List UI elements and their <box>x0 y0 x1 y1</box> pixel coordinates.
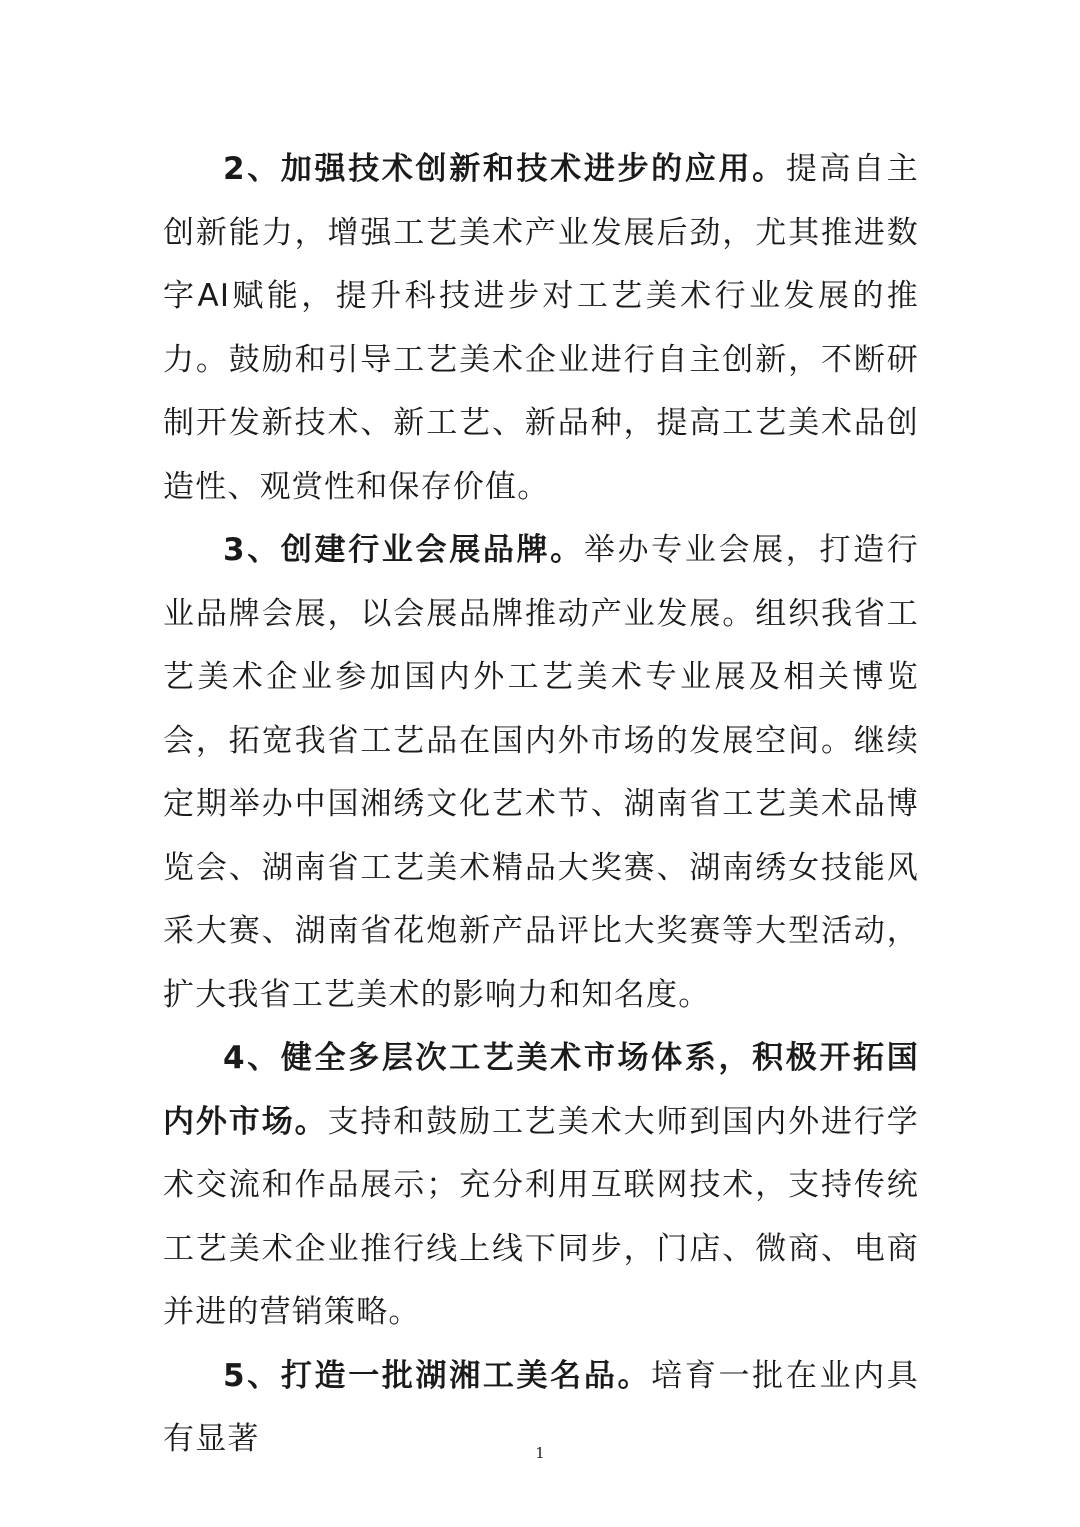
page-number: 1 <box>535 1444 545 1462</box>
paragraph-exhibition-brand <box>163 519 919 1027</box>
paragraph-text: 支持和鼓励工艺美术大师到国内外进行学术交流和作品展示；充分利用互联网技术，支持传统工艺美术企业推行线上线下同步，门店、微商、电商并进的营销策略。 <box>163 1103 919 1330</box>
paragraph-market-system <box>163 1027 919 1345</box>
paragraph-heading: 5、打造一批湖湘工美名品。 <box>223 1357 652 1394</box>
paragraph-heading: 2、加强技术创新和技术进步的应用。 <box>223 151 786 187</box>
paragraph-heading: 3、创建行业会展品牌。 <box>223 532 584 568</box>
paragraph-text: 举办专业会展，打造行业品牌会展，以会展品牌推动产业发展。组织我省工艺美术企业参加国内外工艺美术专业展及相关博览会，拓宽我省工艺品在国内外市场的发展空间。继续定期举办中国湘绣文化艺术节、湖南省工艺美术品博览会、湖南省工艺美术精品大奖赛、湖南绣女技能风采大赛、湖南省花炮新产品评比大奖赛等大型活动，扩大我省工艺美术的影响力和知名度。 <box>163 532 919 1013</box>
paragraph-text: 提高自主创新能力，增强工艺美术产业发展后劲，尤其推进数字AI赋能，提升科技进步对工艺美术行业发展的推力。鼓励和引导工艺美术企业进行自主创新，不断研制开发新技术、新工艺、新品种，提高工艺美术品创造性、观赏性和保存价值。 <box>163 151 919 505</box>
paragraph-text: 培育一批在业内具有显著 <box>163 1357 919 1457</box>
document-body <box>163 138 919 1472</box>
paragraph-heading: 4、健全多层次工艺美术市场体系，积极开拓国内外市场。 <box>163 1040 919 1140</box>
paragraph-tech-innovation <box>163 138 919 519</box>
